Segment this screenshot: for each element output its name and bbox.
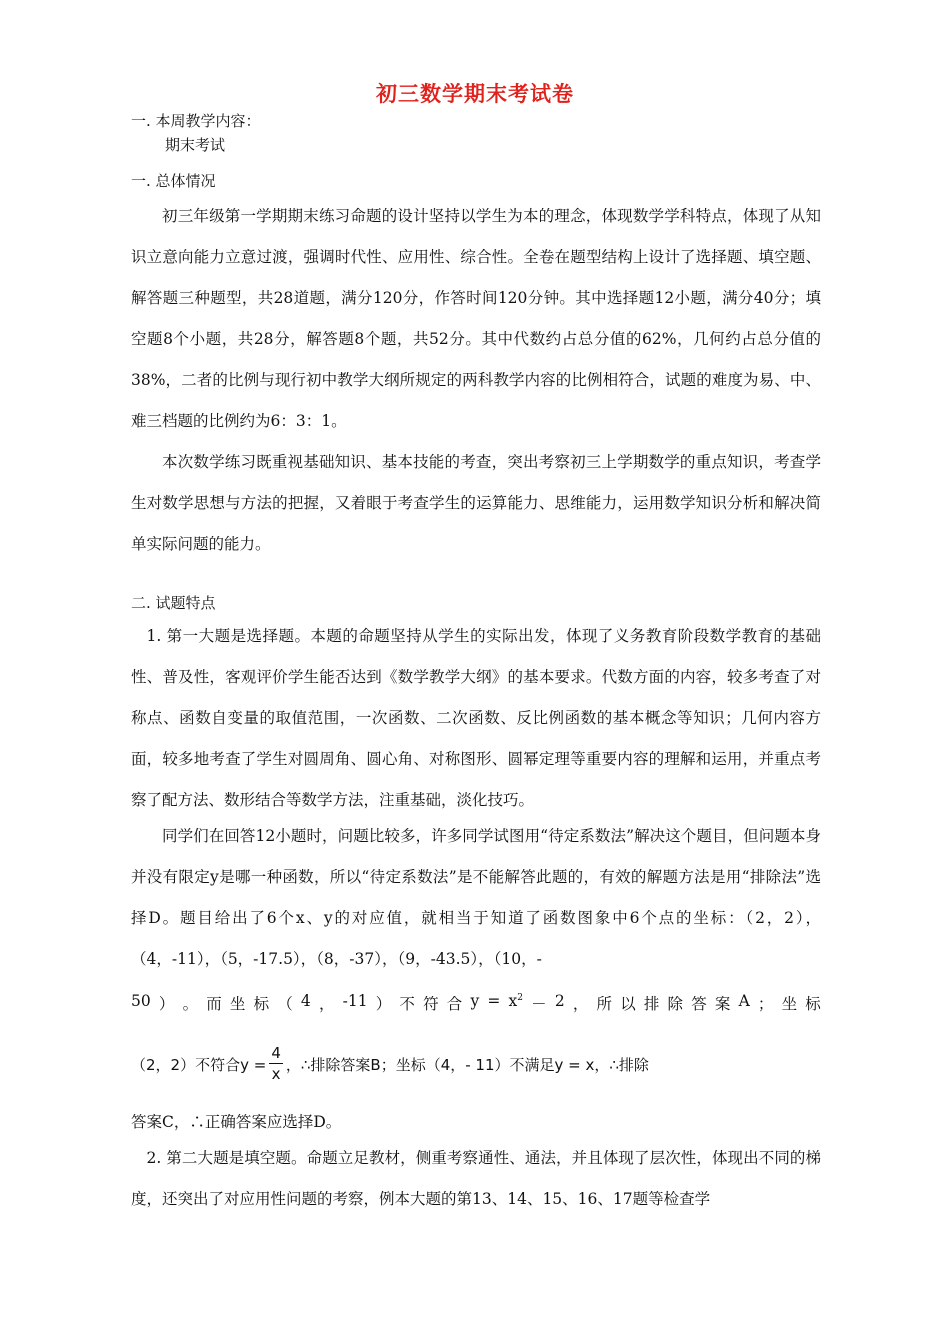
spaced-token: ）: [158, 995, 175, 1013]
spaced-token: （: [277, 995, 293, 1013]
spaced-token: ，: [572, 995, 589, 1013]
spaced-token: 坐: [781, 995, 798, 1013]
paragraph-focus: 本次数学练习既重视基础知识、基本技能的考查，突出考察初三上学期数学的重点知识，考查学生对数学思想与方法的把握，又着眼于考查学生的运算能力、思维能力，运用数学知识分析和解决简单实际问题的能力。: [131, 453, 821, 553]
spaced-token: 合: [446, 995, 463, 1013]
paragraph-choice-questions: 1. 第一大题是选择题。本题的命题坚持从学生的实际出发，体现了义务教育阶段数学教育的基础性、普及性，客观评价学生能否达到《数学教学大纲》的基本要求。代数方面的内容，较多考查了对称点、函数自变量的取值范围，一次函数、二次函数、反比例函数的基本概念等知识；几何内容方面，较多地考查了学生对圆周角、圆心角、对称图形、圆幂定理等重要内容的理解和运用，并重点考察了配方法、数形结合等数学方法，注重基础，淡化技巧。: [131, 627, 821, 809]
spaced-token: 排: [643, 995, 660, 1013]
spaced-token: 。: [182, 995, 199, 1013]
spaced-token: ，: [318, 995, 335, 1013]
section-body-exam: 期末考试: [165, 136, 226, 154]
spaced-token: ；: [757, 995, 774, 1013]
spaced-token: 除: [667, 995, 684, 1013]
spaced-token: －: [531, 995, 547, 1013]
spaced-justified-line: [131, 992, 821, 1014]
spaced-token: 4: [300, 992, 311, 1010]
fraction-denominator: x: [271, 1065, 281, 1083]
spaced-token: ）: [375, 995, 392, 1013]
spaced-token: 案: [714, 995, 731, 1013]
formula-prefix: （2，2）不符合y =: [131, 1055, 267, 1074]
section-heading-features: 二. 试题特点: [131, 594, 216, 612]
spaced-token: 所: [596, 995, 613, 1013]
fraction-numerator: 4: [271, 1044, 281, 1062]
spaced-token: 坐: [229, 995, 246, 1013]
fraction-4-over-x: [269, 1046, 283, 1082]
paragraph-fill-in: 2. 第二大题是填空题。命题立足教材，侧重考察通性、通法，并且体现了层次性，体现出不同的梯度，还突出了对应用性问题的考察，例本大题的第13、14、15、16、17题等检查学: [131, 1149, 822, 1208]
spaced-token: 50: [131, 992, 151, 1010]
formula-line: [131, 1046, 649, 1082]
paragraph-answer-c: 答案C，∴正确答案应选择D。: [131, 1113, 342, 1131]
section-heading-overview: 一. 总体情况: [131, 172, 216, 190]
spaced-token: 标: [805, 995, 821, 1013]
spaced-token: 符: [423, 995, 439, 1013]
spaced-token: $x^2$: [508, 992, 523, 1010]
spaced-token: 标: [253, 995, 270, 1013]
paragraph-overview: 初三年级第一学期期末练习命题的设计坚持以学生为本的理念，体现数学学科特点，体现了从知识立意向能力立意过渡，强调时代性、应用性、综合性。全卷在题型结构上设计了选择题、填空题、解答题三种题型，共28道题，满分120分，作答时间120分钟。其中选择题12小题，满分40分；填空题8个小题，共28分，解答题8个题，共52分。其中代数约占总分值的62%，几何约占总分值的38%，二者的比例与现行初中教学大纲所规定的两科教学内容的比例相符合，试题的难度为易、中、难三档题的比例约为6：3：1。: [131, 207, 821, 430]
spaced-token: 不: [399, 995, 415, 1013]
spaced-token: 而: [206, 995, 222, 1013]
spaced-token: y: [470, 992, 480, 1010]
spaced-token: -11: [342, 992, 368, 1010]
spaced-token: 答: [691, 995, 707, 1013]
document-title: 初三数学期末考试卷: [376, 81, 574, 106]
formula-suffix: ，∴排除答案B；坐标（4，- 11）不满足y = x，∴排除: [285, 1055, 649, 1074]
spaced-token: 2: [554, 992, 565, 1010]
spaced-token: 以: [620, 995, 636, 1013]
spaced-token: A: [738, 992, 750, 1010]
spaced-token: =: [487, 992, 501, 1010]
paragraph-question-12: 同学们在回答12小题时，问题比较多，许多同学试图用“待定系数法”解决这个题目，但问题本身并没有限定y是哪一种函数，所以“待定系数法”是不能解答此题的，有效的解题方法是用“排除法”选择D。题目给出了6个x、y的对应值，就相当于知道了函数图象中6个点的坐标：（2，2），（4，-11），（5，-17.5），（8，-37），（9，-43.5），（10，-: [131, 827, 821, 968]
section-heading-teaching-content: 一. 本周教学内容：: [131, 112, 261, 130]
